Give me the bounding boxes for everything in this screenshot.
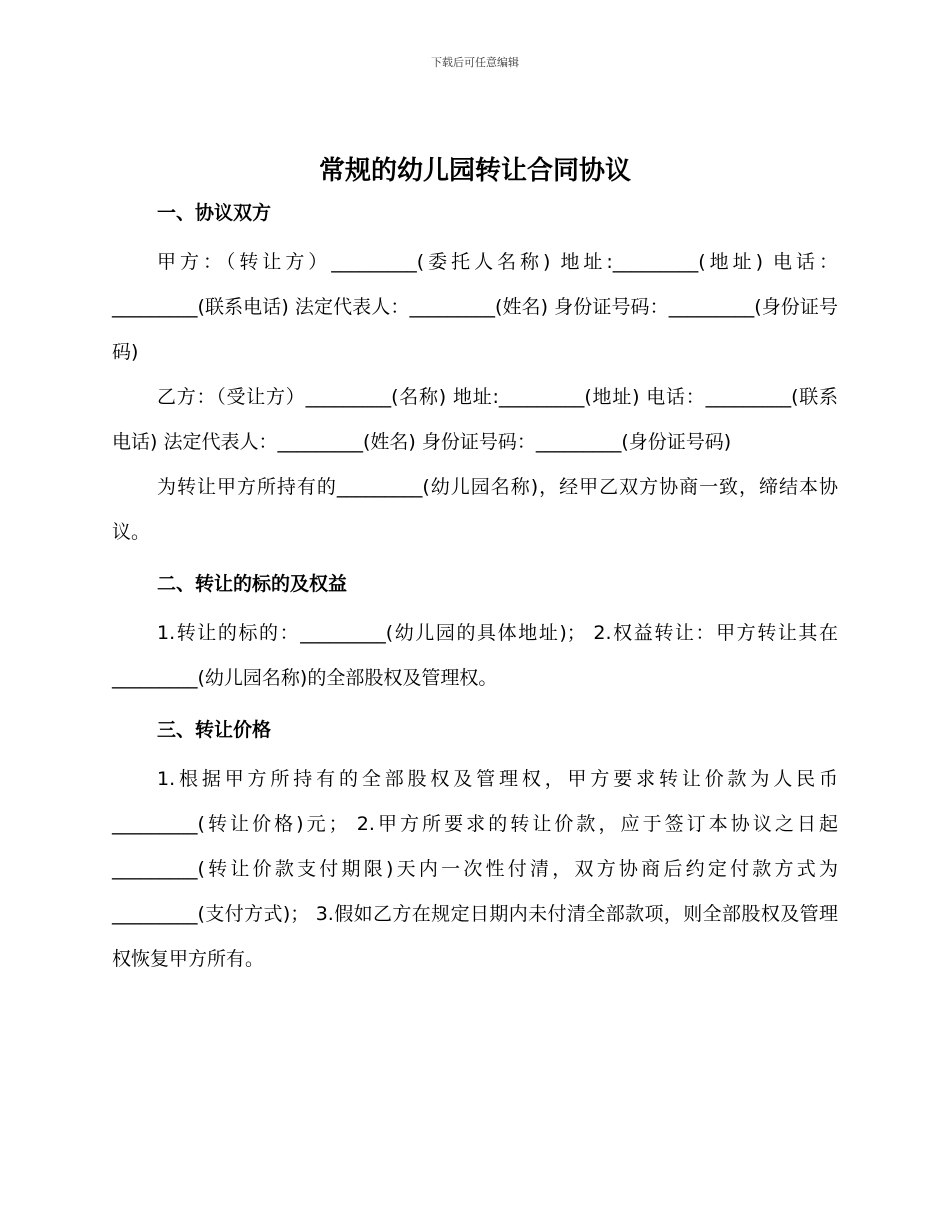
paragraph-subject: 1.转让的标的：_________(幼儿园的具体地址)； 2.权益转让：甲方转让其在_________(幼儿园名称)的全部股权及管理权。	[112, 622, 838, 689]
paragraph-party-a: 甲方：（转让方）_________(委托人名称) 地址:_________(地址) 电话：_________(联系电话) 法定代表人：_________(姓名) 身份证号码：_________(身份证号码)	[112, 251, 838, 363]
paragraph-purpose: 为转让甲方所持有的_________(幼儿园名称)，经甲乙双方协商一致，缔结本协议。	[112, 476, 838, 543]
document-body	[112, 196, 838, 982]
section-heading-price: 三、转让价格	[157, 719, 272, 741]
section-heading-parties: 一、协议双方	[157, 202, 272, 224]
page-header-note: 下载后可任意编辑	[431, 56, 519, 69]
paragraph-price: 1.根据甲方所持有的全部股权及管理权，甲方要求转让价款为人民币_________(转让价格)元； 2.甲方所要求的转让价款，应于签订本协议之日起_________(转让价款支付期限)天内一次性付清，双方协商后约定付款方式为_________(支付方式)； 3.假如乙方在规定日期内未付清全部款项，则全部股权及管理权恢复甲方所有。	[112, 768, 838, 970]
paragraph-party-b: 乙方：（受让方）_________(名称) 地址:_________(地址) 电话：_________(联系电话) 法定代表人：_________(姓名) 身份证号码：_________(身份证号码)	[112, 386, 838, 453]
document-title: 常规的幼儿园转让合同协议	[318, 156, 631, 186]
section-heading-subject: 二、转让的标的及权益	[157, 573, 348, 595]
